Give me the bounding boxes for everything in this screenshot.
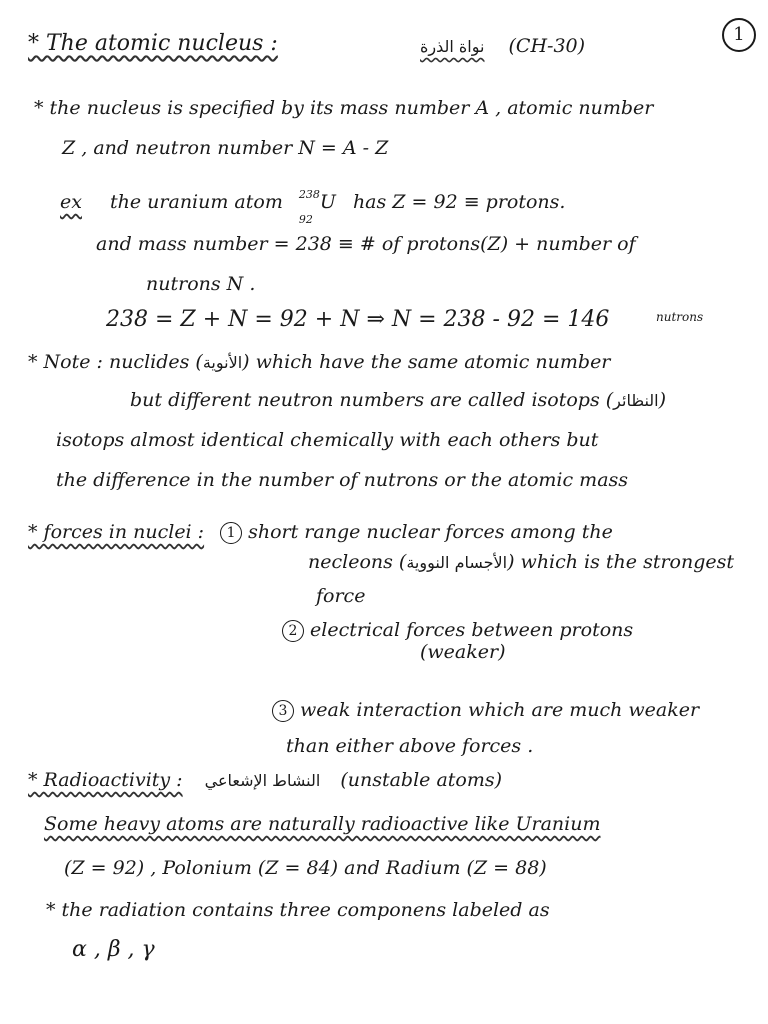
nucleons-text-end: ) which is the strongest: [507, 551, 735, 573]
heading-title: * The atomic nucleus :: [28, 31, 278, 56]
uranium-atomic-number: 92: [298, 213, 313, 226]
force-number-3: 3: [272, 700, 294, 722]
force-number-2: 2: [282, 620, 304, 642]
line-neutron-number: Z , and neutron number N = A - Z: [62, 137, 389, 159]
line-radiation-components: * the radiation contains three componens labeled as: [46, 899, 550, 921]
heading-chapter: (CH-30): [508, 35, 586, 57]
line-isotopes-difference: the difference in the number of nutrons or the atomic mass: [56, 469, 629, 491]
uranium-atom-text: the uranium atom: [110, 191, 283, 213]
line-equation: 238 = Z + N = 92 + N ⇒ N = 238 - 92 = 146: [106, 307, 610, 332]
uranium-mass-number: 238: [298, 188, 320, 201]
force-3-text: weak interaction which are much weaker: [300, 699, 700, 721]
line-alpha-beta-gamma: α , β , γ: [72, 937, 155, 962]
line-forces-2: [282, 618, 633, 642]
force-2-text: electrical forces between protons: [310, 619, 634, 641]
line-forces-2-weaker: (weaker): [420, 641, 506, 663]
note-text-start: * Note : nuclides (: [28, 351, 203, 373]
heading-arabic: نواة الذرة: [420, 37, 485, 56]
force-item-1: [220, 521, 613, 543]
isotopes-text-start: but different neutron numbers are called isotops (: [130, 389, 614, 411]
forces-heading: * forces in nuclei :: [28, 521, 205, 543]
uranium-letter: U: [319, 191, 336, 213]
heavy-atoms-text: Some heavy atoms are naturally radioactive like Uranium: [44, 813, 601, 835]
arabic-nucleons: الأجسام النووية: [406, 553, 508, 572]
uranium-symbol: [298, 188, 336, 226]
force-number-1: 1: [220, 522, 242, 544]
line-isotopes-identical: isotops almost identical chemically with each others but: [56, 429, 599, 451]
line-neutrons-n: nutrons N .: [146, 273, 256, 295]
line-forces-3-cont: than either above forces .: [286, 735, 534, 757]
note-text-end: ) which have the same atomic number: [242, 351, 611, 373]
isotopes-text-end: ): [658, 389, 667, 411]
example-label: ex: [60, 191, 82, 213]
radioactivity-heading: * Radioactivity :: [28, 769, 183, 791]
line-heavy-atoms: [44, 812, 600, 836]
line-equation-unit: nutrons: [656, 310, 704, 324]
line-note-nuclides: [28, 350, 610, 375]
arabic-nuclides: الأنوية: [202, 353, 243, 372]
line-radioactivity: [28, 768, 502, 793]
line-forces-1-cont: [308, 550, 734, 575]
heading-title-row: [28, 32, 278, 56]
line-mass-number: and mass number = 238 ≡ # of protons(Z) + number of: [96, 233, 636, 255]
page-number: 1: [722, 18, 756, 52]
line-elements-list: (Z = 92) , Polonium (Z = 84) and Radium (Z = 88): [64, 857, 547, 879]
nucleons-text-start: necleons (: [308, 551, 407, 573]
arabic-isotopes: النظائر: [613, 391, 659, 410]
uranium-protons-text: has Z = 92 ≡ protons.: [352, 191, 566, 213]
line-forces-3: [272, 698, 699, 722]
line-uranium-example: [60, 188, 566, 226]
line-force-word: force: [316, 585, 366, 607]
unstable-atoms: (unstable atoms): [340, 769, 503, 791]
line-nucleus-definition: * the nucleus is specified by its mass number A , atomic number: [34, 97, 654, 119]
heading-arabic-row: [420, 34, 585, 59]
line-isotopes-definition: [130, 388, 666, 413]
arabic-radioactivity: النشاط الإشعاعي: [204, 771, 321, 790]
force-1-text: short range nuclear forces among the: [248, 521, 613, 543]
line-forces-1: [28, 520, 613, 544]
